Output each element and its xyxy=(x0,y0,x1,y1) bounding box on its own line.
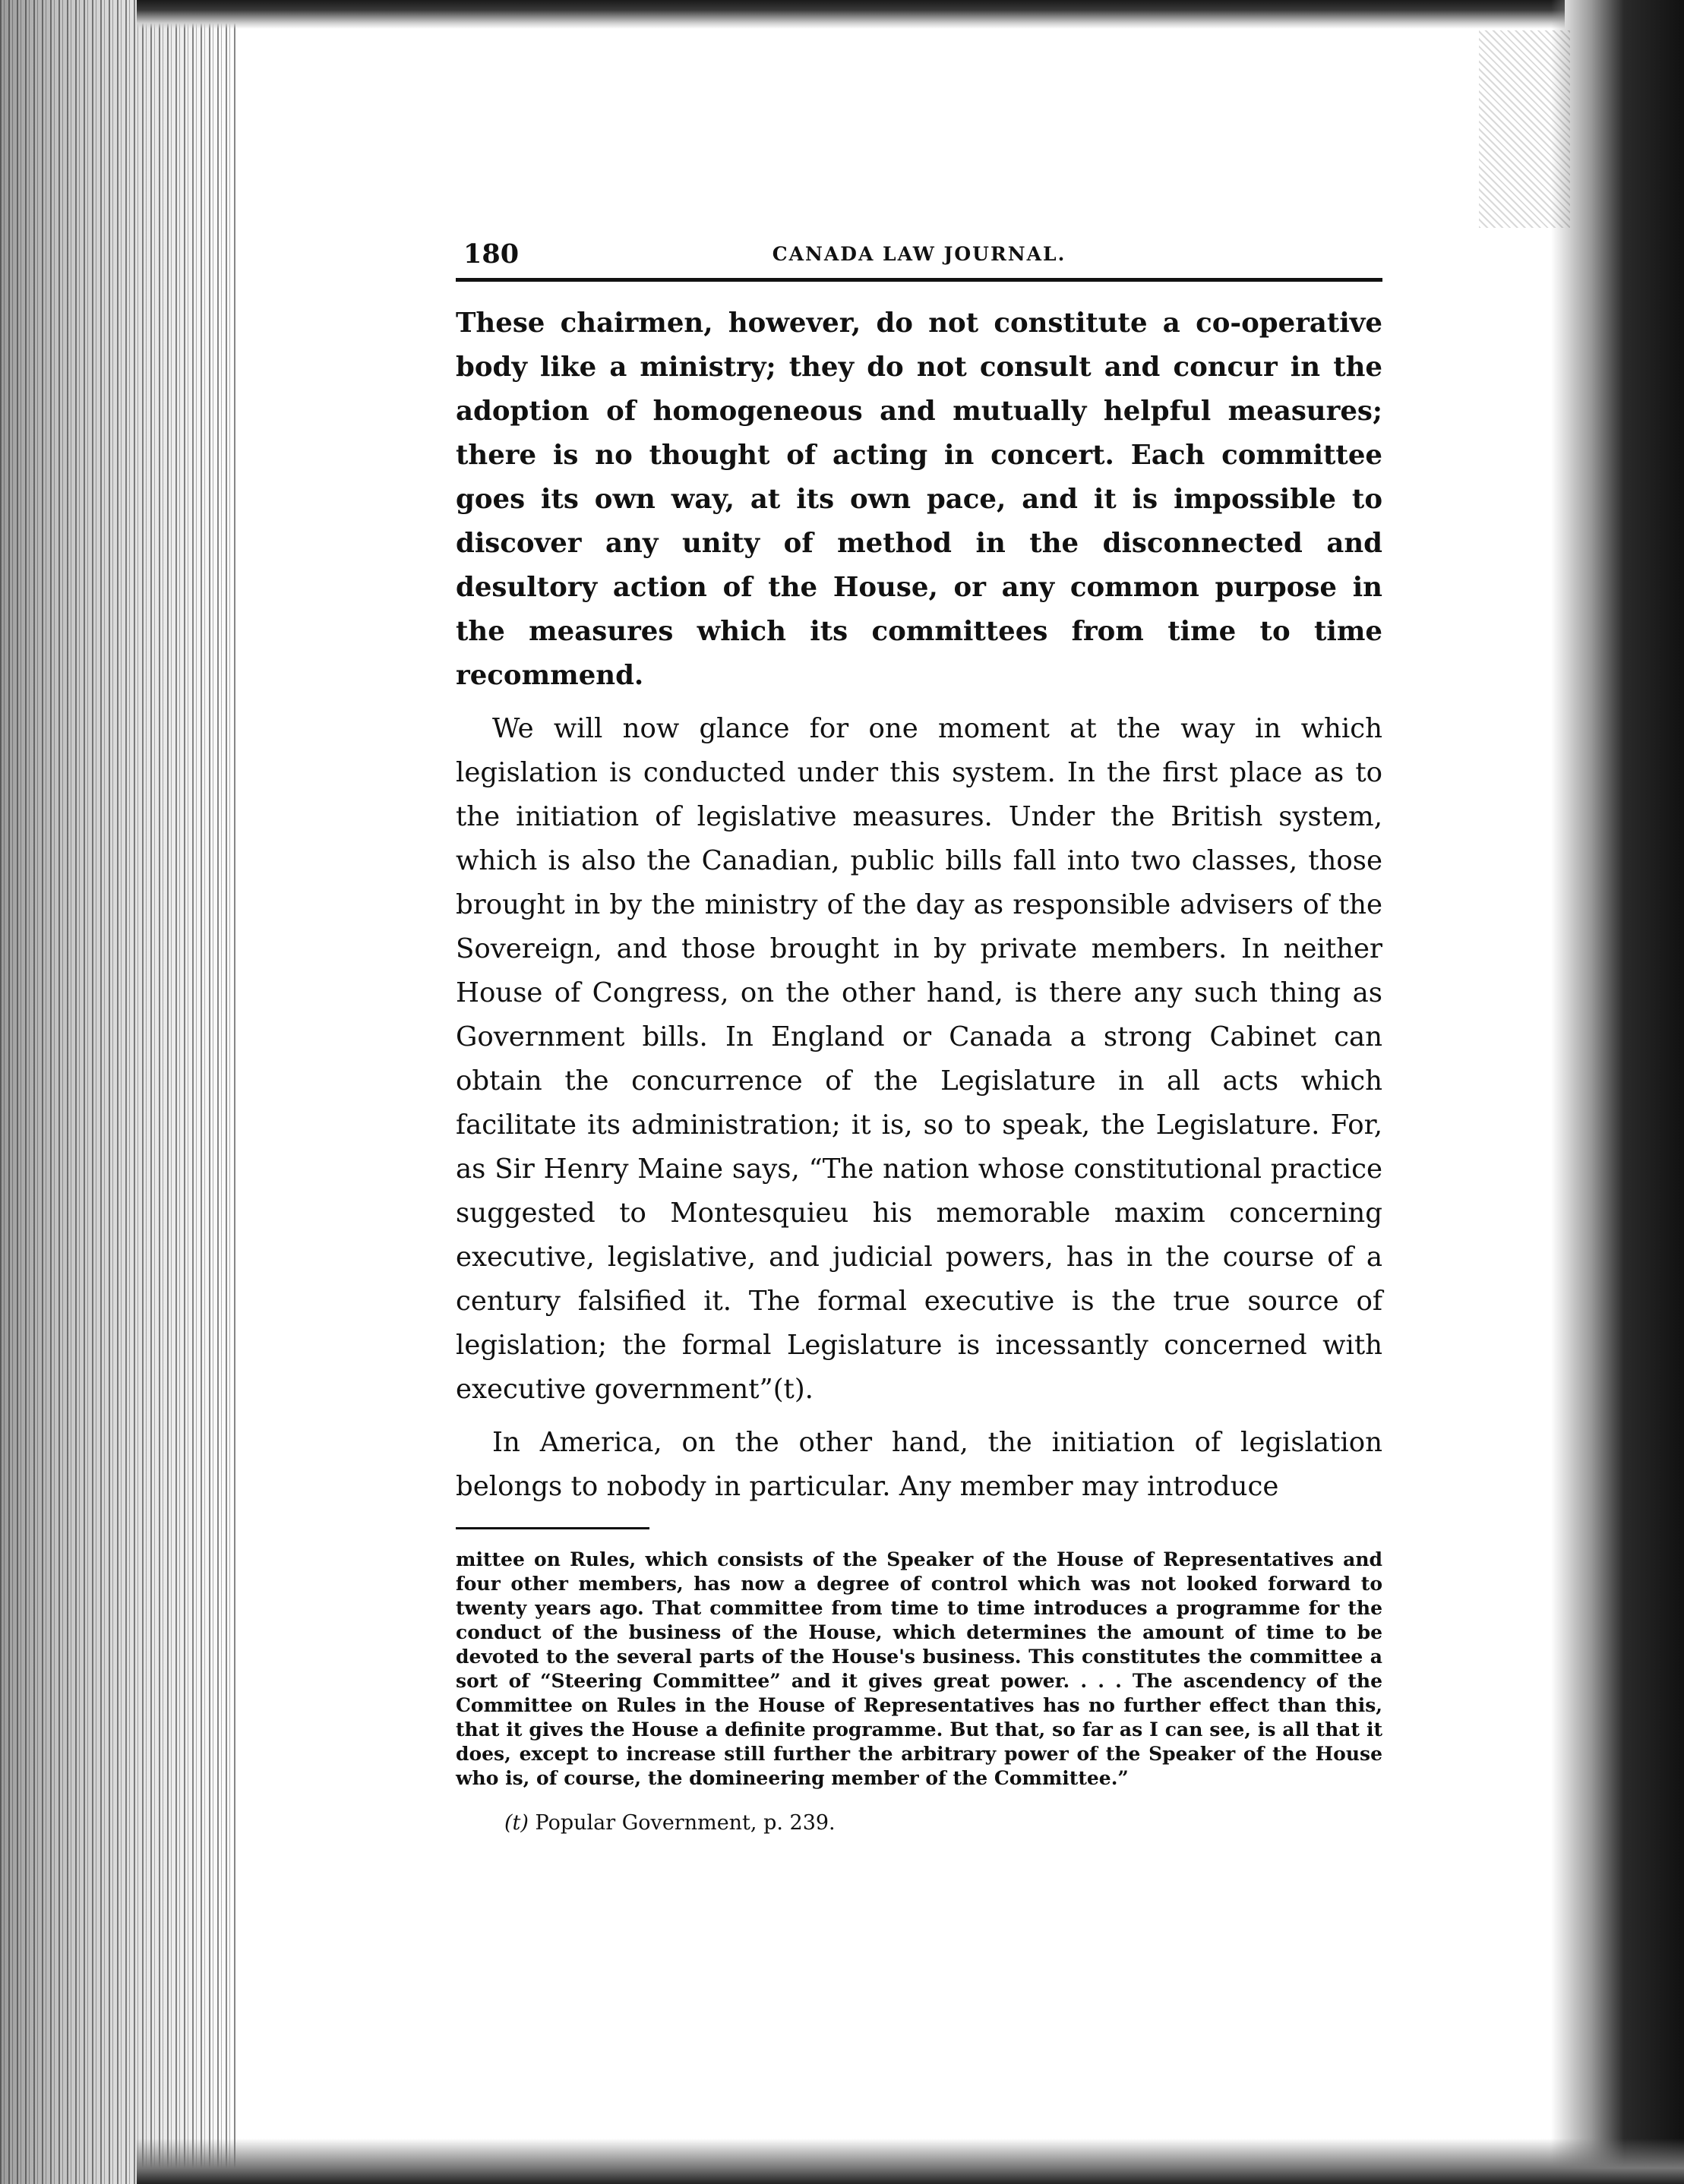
journal-page xyxy=(456,235,1382,1836)
scan-top-edge xyxy=(137,0,1565,29)
page-number: 180 xyxy=(463,238,520,270)
footnote-mark: (t) xyxy=(504,1811,529,1835)
footnote-text: Popular Government, p. 239. xyxy=(535,1811,836,1835)
journal-title: CANADA LAW JOURNAL. xyxy=(772,243,1066,265)
body-text xyxy=(456,301,1382,1509)
paragraph-3: In America, on the other hand, the initiation of legislation belongs to nobody in particular. Any member may introduce xyxy=(456,1427,1382,1502)
scan-speckle xyxy=(1479,30,1570,228)
scan-bottom-edge xyxy=(137,2138,1684,2184)
scan-left-edge xyxy=(0,0,235,2184)
scan-right-edge xyxy=(1551,0,1684,2184)
paragraph-1: These chairmen, however, do not constitute a co-operative body like a ministry; they do not consult and concur in the adoption of homogeneous and mutually helpful measures; there is no thought of acting in concert. Each committee goes its own way, at its own pace, and it is impossible to discover any unity of method in the disconnected and desultory action of the House, or any common purpose in the measures which its committees from time to time recommend. xyxy=(456,308,1382,691)
header-rule xyxy=(456,278,1382,282)
footnote-continuation: mittee on Rules, which consists of the Speaker of the House of Representatives and four other members, has now a degree of control which was not looked forward to twenty years ago. That committee from time to time introduces a programme for the conduct of the business of the House, which determines the amount of time to be devoted to the several parts of the House's business. This constitutes the committee a sort of “Steering Committee” and it gives great power. . . . The ascendency of the Committee on Rules in the House of Representatives has no further effect than this, that it gives the House a definite programme. But that, so far as I can see, is all that it does, except to increase still further the arbitrary power of the Speaker of the House who is, of course, the domineering member of the Committee.” xyxy=(456,1548,1382,1789)
footnote-rule xyxy=(456,1527,649,1529)
paragraph-2: We will now glance for one moment at the way in which legislation is conducted under this system. In the first place as to the initiation of legislative measures. Under the British system, which is also the Canadian, public bills fall into two classes, those brought in by the ministry of the day as responsible advisers of the Sovereign, and those brought in by private members. In neither House of Congress, on the other hand, is there any such thing as Government bills. In England or Canada a strong Cabinet can obtain the concurrence of the Legislature in all acts which facilitate its administration; it is, so to speak, the Legislature. For, as Sir Henry Maine says, “The nation whose constitutional practice suggested to Montesquieu his memorable maxim concerning executive, legislative, and judicial powers, has in the course of a century falsified it. The formal executive is the true source of legislation; the formal Legislature is incessantly concerned with executive government”(t). xyxy=(456,713,1382,1405)
running-head xyxy=(456,235,1382,273)
footnote-t xyxy=(456,1810,1382,1836)
